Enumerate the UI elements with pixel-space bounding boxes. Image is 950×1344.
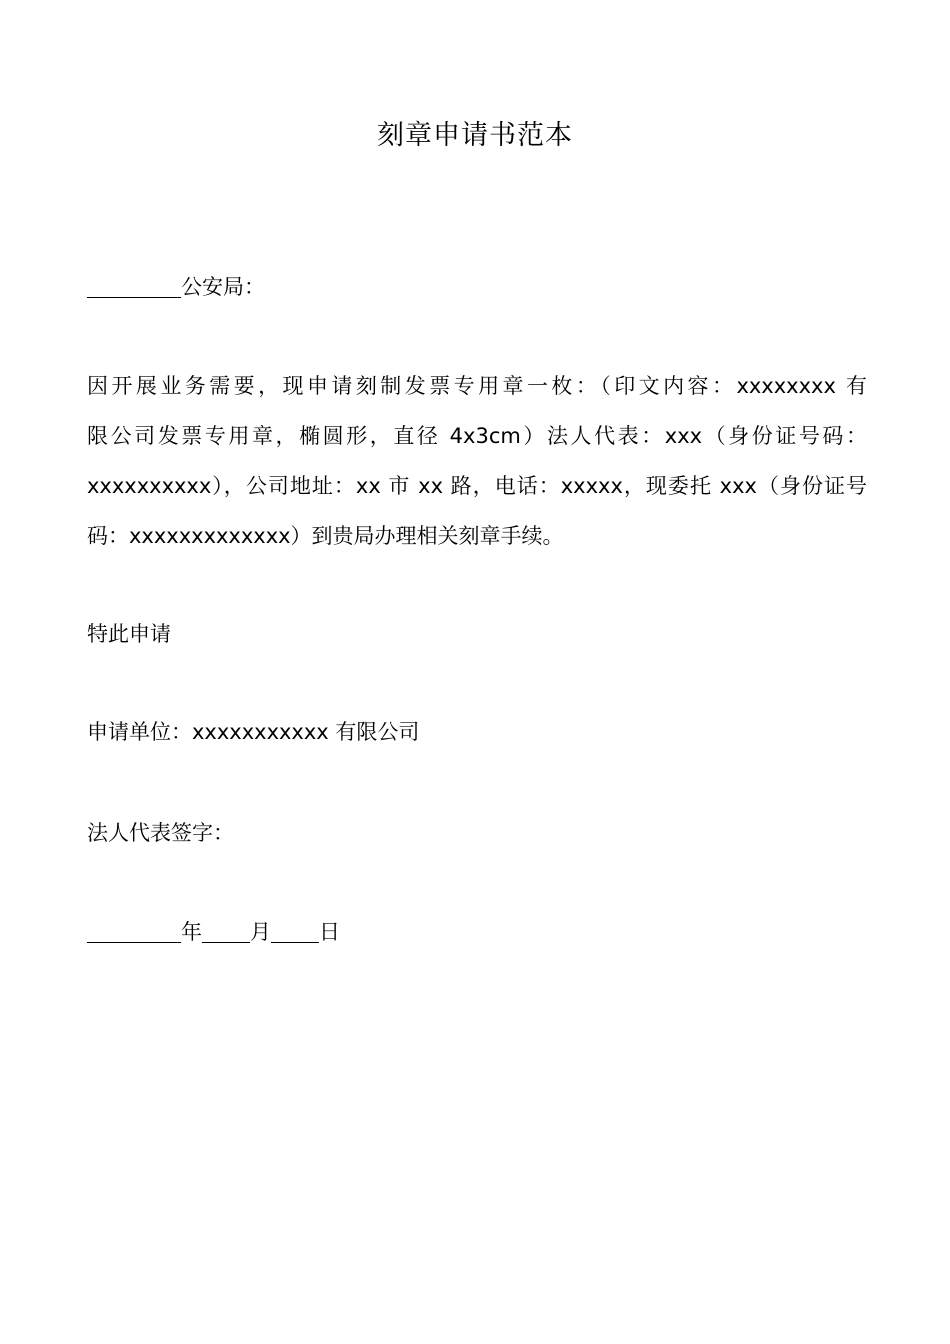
date-line [87, 917, 867, 947]
body-paragraph [87, 361, 867, 561]
closing-line: 特此申请 [87, 622, 171, 646]
month-label: 月 [250, 920, 271, 944]
month-blank [202, 920, 250, 943]
day-blank [271, 920, 319, 943]
addressee-suffix: 公安局： [181, 275, 265, 299]
body-line: 限公司发票专用章，椭圆形，直径 4x3cm）法人代表：xxx（身份证号码： [87, 424, 867, 448]
year-label: 年 [181, 920, 202, 944]
addressee-line [87, 272, 867, 302]
body-line: 码：xxxxxxxxxxxxx）到贵局办理相关刻章手续。 [87, 524, 564, 548]
signature-line: 法人代表签字： [87, 821, 234, 845]
body-line: xxxxxxxxxx），公司地址：xx 市 xx 路，电话：xxxxx，现委托 xxx（身份证号 [87, 474, 867, 498]
day-label: 日 [319, 920, 340, 944]
year-blank [87, 920, 181, 943]
applicant-line: 申请单位：xxxxxxxxxxx 有限公司 [87, 720, 420, 744]
blank-underline [87, 275, 181, 298]
document-title: 刻章申请书范本 [377, 120, 573, 151]
body-line: 因开展业务需要，现申请刻制发票专用章一枚：（印文内容：xxxxxxxx 有 [87, 374, 867, 398]
